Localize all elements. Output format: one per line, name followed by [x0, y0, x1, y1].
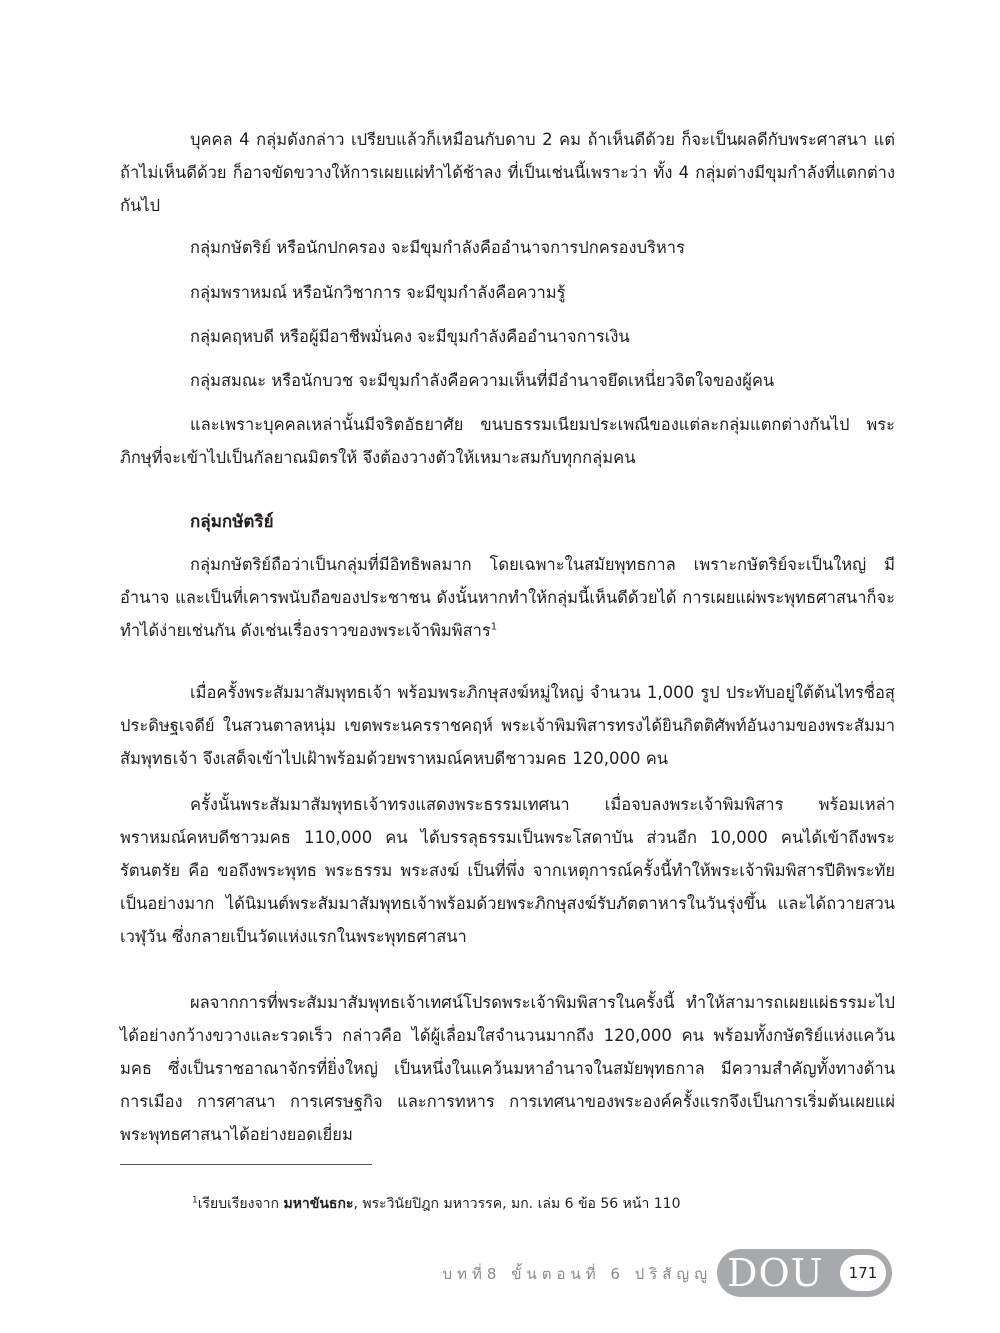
list-item: กลุ่มกษัตริย์ หรือนักปกครอง จะมีขุมกำลังคืออำนาจการปกครองบริหาร: [190, 238, 685, 257]
footnote: [120, 1190, 895, 1218]
footnote-number: 1: [192, 1195, 198, 1206]
section-paragraph-3: ครั้งนั้นพระสัมมาสัมพุทธเจ้าทรงแสดงพระธรรมเทศนา เมื่อจบลงพระเจ้าพิมพิสาร พร้อมเหล่าพราหมณ์คหบดีชาวมคธ 110,000 คน ได้บรรลุธรรมเป็นพระโสดาบัน ส่วนอีก 10,000 คนได้เข้าถึงพระรัตนตรัย คือ ขอถึงพระพุทธ พระธรรม พระสงฆ์ เป็นที่พึ่ง จากเหตุการณ์ครั้งนี้ทำให้พระเจ้าพิมพิสารปีติพระทัยเป็นอย่างมาก ได้นิมนต์พระสัมมาสัมพุทธเจ้าพร้อมด้วยพระภิกษุสงฆ์รับภัตตาหารในวันรุ่งขึ้น และได้ถวายสวนเวฬุวัน ซึ่งกลายเป็นวัดแห่งแรกในพระพุทธศาสนา: [120, 795, 895, 946]
footnote-reference[interactable]: 1: [490, 621, 498, 633]
list-item: กลุ่มสมณะ หรือนักบวช จะมีขุมกำลังคือความเห็นที่มีอำนาจยึดเหนี่ยวจิตใจของผู้คน: [190, 371, 775, 390]
footnote-detail: , พระวินัยปิฎก มหาวรรค, มก. เล่ม 6 ข้อ 56 หน้า 110: [353, 1196, 681, 1212]
footnote-prefix: เรียบเรียงจาก: [197, 1196, 284, 1212]
section-paragraph-2: เมื่อครั้งพระสัมมาสัมพุทธเจ้า พร้อมพระภิกษุสงฆ์หมู่ใหญ่ จำนวน 1,000 รูป ประทับอยู่ใต้ต้นไทรชื่อสุประดิษฐเจดีย์ ในสวนตาลหนุ่ม เขตพระนครราชคฤห์ พระเจ้าพิมพิสารทรงได้ยินกิตติศัพท์อันงามของพระสัมมาสัมพุทธเจ้า จึงเสด็จเข้าไปเฝ้าพร้อมด้วยพราหมณ์คหบดีชาวมคธ 120,000 คน: [120, 683, 895, 768]
footnote-source-title: มหาขันธกะ: [283, 1196, 354, 1212]
list-item: กลุ่มคฤหบดี หรือผู้มีอาชีพมั่นคง จะมีขุมกำลังคืออำนาจการเงิน: [190, 327, 630, 346]
section-heading: กลุ่มกษัตริย์: [190, 512, 274, 532]
section-paragraph-1-text: กลุ่มกษัตริย์ถือว่าเป็นกลุ่มที่มีอิทธิพลมาก โดยเฉพาะในสมัยพุทธกาล เพราะกษัตริย์จะเป็นใหญ่ มีอำนาจ และเป็นที่เคารพนับถือของประชาชน ดังนั้นหากทำให้กลุ่มนี้เห็นดีด้วยได้ การเผยแผ่พระพุทธศาสนาก็จะทำได้ง่ายเช่นกัน ดังเช่นเรื่องราวของพระเจ้าพิมพิสาร: [120, 555, 895, 640]
list-item: กลุ่มพราหมณ์ หรือนักวิชาการ จะมีขุมกำลังคือความรู้: [190, 283, 566, 302]
page-number: 171: [840, 1255, 886, 1291]
page-badge: [717, 1249, 892, 1297]
footnote-divider: [120, 1164, 372, 1165]
section-paragraph-4: ผลจากการที่พระสัมมาสัมพุทธเจ้าเทศน์โปรดพระเจ้าพิมพิสารในครั้งนี้ ทำให้สามารถเผยแผ่ธรรมะไปได้อย่างกว้างขวางและรวดเร็ว กล่าวคือ ได้ผู้เลื่อมใสจำนวนมากถึง 120,000 คน พร้อมทั้งกษัตริย์แห่งแคว้นมคธ ซึ่งเป็นราชอาณาจักรที่ยิ่งใหญ่ เป็นหนึ่งในแคว้นมหาอำนาจในสมัยพุทธกาล มีความสำคัญทั้งทางด้านการเมือง การศาสนา การเศรษฐกิจ และการทหาร การเทศนาของพระองค์ครั้งแรกจึงเป็นการเริ่มต้นเผยแผ่พระพุทธศาสนาได้อย่างยอดเยี่ยม: [120, 993, 895, 1144]
section-paragraph-1: [120, 548, 895, 647]
intro-paragraph-2: และเพราะบุคคลเหล่านั้นมีจริตอัธยาศัย ขนบธรรมเนียมประเพณีของแต่ละกลุ่มแตกต่างกันไป พระภิกษุที่จะเข้าไปเป็นกัลยาณมิตรให้ จึงต้องวางตัวให้เหมาะสมกับทุกกลุ่มคน: [120, 415, 895, 467]
dou-logo: DOU: [727, 1251, 824, 1295]
chapter-label: บทที่8 ขั้นตอนที่ 6 ปริสัญญู: [442, 1265, 712, 1283]
intro-paragraph-1: บุคคล 4 กลุ่มดังกล่าว เปรียบแล้วก็เหมือนกับดาบ 2 คม ถ้าเห็นดีด้วย ก็จะเป็นผลดีกับพระศาสนา แต่ถ้าไม่เห็นดีด้วย ก็อาจขัดขวางให้การเผยแผ่ทำได้ช้าลง ที่เป็นเช่นนี้เพราะว่า ทั้ง 4 กลุ่มต่างมีขุมกำลังที่แตกต่างกันไป: [120, 130, 895, 215]
